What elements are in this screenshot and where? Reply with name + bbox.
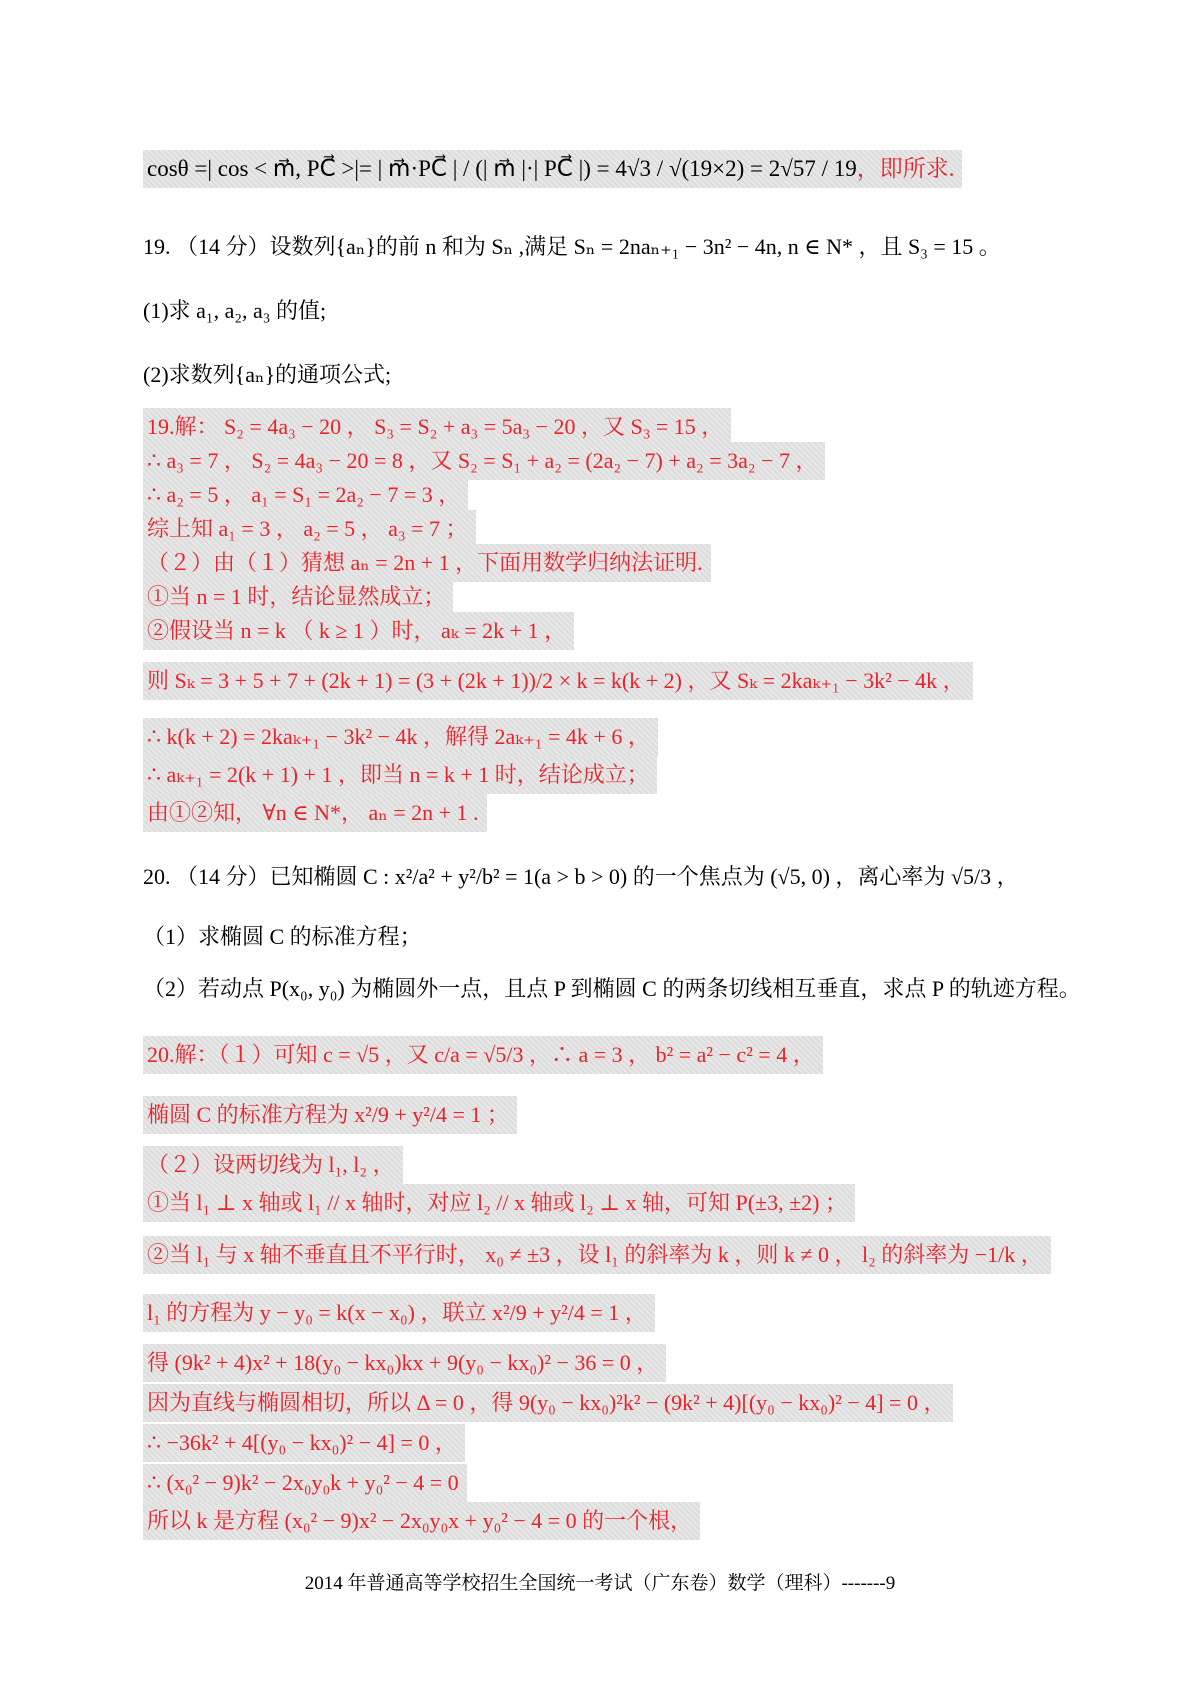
sol20-line-10: ∴ (x₀² − 9)k² − 2x₀y₀k + y₀² − 4 = 0 xyxy=(143,1464,467,1502)
sol19-line-6: ①当 n = 1 时，结论显然成立； xyxy=(143,578,453,616)
sol19-line-8: 则 Sₖ = 3 + 5 + 7 + (2k + 1) = (3 + (2k + 1))/2 × k = k(k + 2) ，又 Sₖ = 2kaₖ₊₁ − 3k² − 4k ， xyxy=(143,662,973,700)
q20-statement: 20. （14 分）已知椭圆 C : x²/a² + y²/b² = 1(a > b > 0) 的一个焦点为 (√5, 0) ，离心率为 √5/3 ， xyxy=(143,864,1019,889)
sol20-line-5: ②当 l₁ 与 x 轴不垂直且不平行时， x₀ ≠ ±3 ，设 l₁ 的斜率为 k ，则 k ≠ 0 ， l₂ 的斜率为 −1/k ， xyxy=(143,1236,1051,1274)
top-result-line xyxy=(143,150,962,188)
sol19-line-3: ∴ a₂ = 5 ， a₁ = S₁ = 2a₂ − 7 = 3 ， xyxy=(143,476,468,514)
sol19-line-9: ∴ k(k + 2) = 2kaₖ₊₁ − 3k² − 4k ，解得 2aₖ₊₁ = 4k + 6 ， xyxy=(143,718,658,756)
sol19-line-11: 由①②知， ∀n ∈ N*， aₙ = 2n + 1 . xyxy=(143,794,487,832)
sol20-line-6: l₁ 的方程为 y − y₀ = k(x − x₀) ，联立 x²/9 + y²/4 = 1 ， xyxy=(143,1294,655,1332)
q20-part1: （1）求椭圆 C 的标准方程； xyxy=(143,924,422,949)
sol20-line-11: 所以 k 是方程 (x₀² − 9)x² − 2x₀y₀x + y₀² − 4 = 0 的一个根， xyxy=(143,1502,700,1540)
sol20-line-7: 得 (9k² + 4)x² + 18(y₀ − kx₀)kx + 9(y₀ − kx₀)² − 36 = 0 ， xyxy=(143,1344,666,1382)
sol19-line-2: ∴ a₃ = 7 ， S₂ = 4a₃ − 20 = 8 ，又 S₂ = S₁ + a₂ = (2a₂ − 7) + a₂ = 3a₂ − 7 ， xyxy=(143,442,825,480)
sol19-line-1: 19.解： S₂ = 4a₃ − 20 ， S₃ = S₂ + a₃ = 5a₃ − 20 ，又 S₃ = 15 ， xyxy=(143,408,731,446)
sol20-line-8: 因为直线与椭圆相切，所以 Δ = 0 ，得 9(y₀ − kx₀)²k² − (9k² + 4)[(y₀ − kx₀)² − 4] = 0 ， xyxy=(143,1384,953,1422)
q19-statement: 19. （14 分）设数列{aₙ}的前 n 和为 Sₙ ,满足 Sₙ = 2naₙ₊₁ − 3n² − 4n, n ∈ N* ，且 S₃ = 15 。 xyxy=(143,234,1001,259)
sol20-line-3: （２）设两切线为 l₁, l₂ ， xyxy=(143,1146,403,1184)
sol20-line-4: ①当 l₁ ⊥ x 轴或 l₁ // x 轴时，对应 l₂ // x 轴或 l₂ ⊥ x 轴，可知 P(±3, ±2) ； xyxy=(143,1184,855,1222)
page-footer: 2014 年普通高等学校招生全国统一考试（广东卷）数学（理科）-------9 xyxy=(304,1573,896,1594)
q19-part2: (2)求数列{aₙ}的通项公式; xyxy=(143,362,392,387)
q20-part2: （2）若动点 P(x₀, y₀) 为椭圆外一点，且点 P 到椭圆 C 的两条切线相互垂直，求点 P 的轨迹方程。 xyxy=(143,976,1081,1001)
sol19-line-4: 综上知 a₁ = 3 ， a₂ = 5 ， a₃ = 7 ； xyxy=(143,510,476,548)
sol19-line-7: ②假设当 n = k （ k ≥ 1 ）时， aₖ = 2k + 1 ， xyxy=(143,612,574,650)
q19-part1: (1)求 a₁, a₂, a₃ 的值; xyxy=(143,298,327,323)
top-result-suffix: ，即所求. xyxy=(856,156,955,181)
sol19-line-5: （２）由（１）猜想 aₙ = 2n + 1 ，下面用数学归纳法证明. xyxy=(143,544,711,582)
sol20-line-9: ∴ −36k² + 4[(y₀ − kx₀)² − 4] = 0 ， xyxy=(143,1424,465,1462)
top-result-formula: cosθ =| cos < m⃗, PC⃗ >|= | m⃗·PC⃗ | / (| m⃗ |·| PC⃗ |) = 4√3 / √(19×2) = 2√57 / 19 xyxy=(147,156,857,181)
sol19-line-10: ∴ aₖ₊₁ = 2(k + 1) + 1 ，即当 n = k + 1 时，结论成立； xyxy=(143,756,657,794)
sol20-line-1: 20.解：（１）可知 c = √5 ，又 c/a = √5/3 ，∴ a = 3 ， b² = a² − c² = 4 ， xyxy=(143,1036,823,1074)
sol20-line-2: 椭圆 C 的标准方程为 x²/9 + y²/4 = 1 ； xyxy=(143,1096,517,1134)
